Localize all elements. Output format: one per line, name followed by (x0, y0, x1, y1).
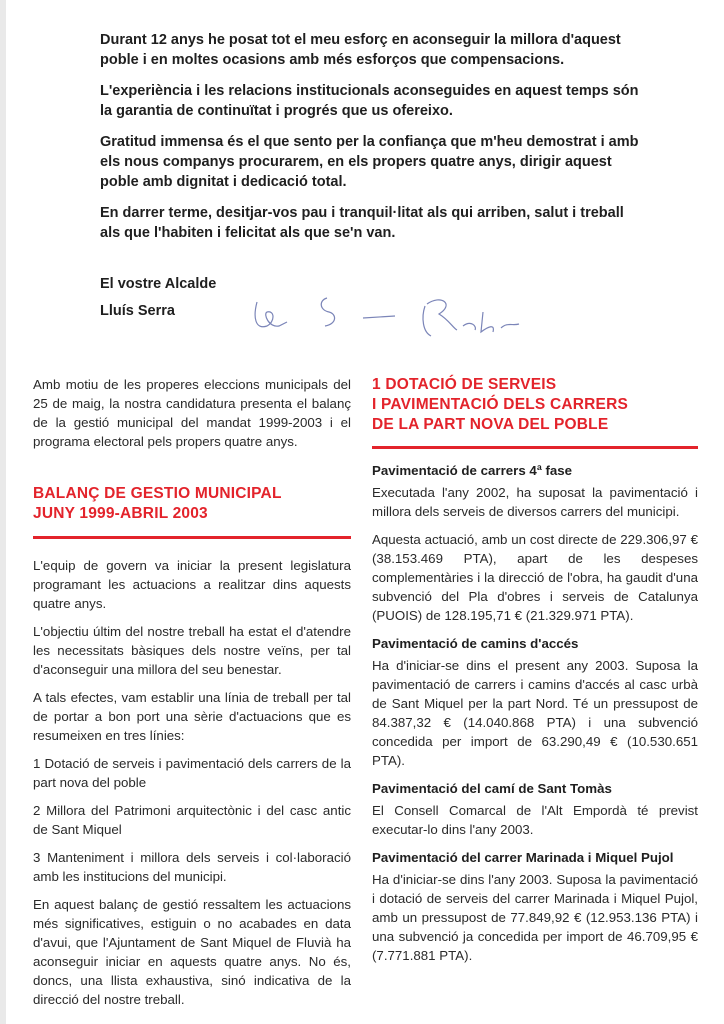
section1-heading-line1: 1 DOTACIÓ DE SERVEIS (372, 376, 557, 393)
letter-paragraph: Gratitud immensa és el que sento per la confiança que m'heu demostrat i amb els nous companys procurarem, en els propers quatre anys, dirigir aquest poble amb dignitat i dedicació total. (100, 134, 639, 190)
signer-name: Lluís Serra (100, 303, 175, 319)
line-item: 3 Manteniment i millora dels serveis i col·laboració amb les institucions del municipi. (33, 850, 351, 884)
balance-heading-line2: JUNY 1999-ABRIL 2003 (33, 505, 208, 522)
body-paragraph: L'objectiu últim del nostre treball ha estat el d'atendre les necessitats bàsiques dels nostre veïns, per tal d'aconseguir una millora del seu benestar. (33, 624, 351, 677)
body-paragraph: Executada l'any 2002, ha suposat la pavimentació i millora dels serveis de diversos carrers del municipi. (372, 485, 698, 519)
heading-underline (372, 446, 698, 449)
body-paragraph: Ha d'iniciar-se dins el present any 2003. Suposa la pavimentació de carrers i camins d'accés al casc urbà de Sant Miquel per la part Nord. Té un pressupost de 84.387,32 € (14.040.868 PTA) i una subvenció concedida per import de 63.290,49 € (10.530.651 PTA). (372, 658, 698, 768)
letter-paragraph: Durant 12 anys he posat tot el meu esforç en aconseguir la millora d'aquest poble i en moltes ocasions amb més esforços que compensacions. (100, 32, 621, 68)
body-paragraph: En aquest balanç de gestió ressaltem les actuacions més significatives, estiguin o no acabades en data d'avui, que l'Ajuntament de Sant Miquel de Fluvià ha aconseguir iniciar en aquests quatre anys. No és, doncs, una llista exhaustiva, sinó indicativa de la direcció del nostre treball. (33, 897, 351, 1007)
body-paragraph: A tals efectes, vam establir una línia de treball per tal de portar a bon port una sèrie d'actuacions que es resumeixen en tres línies: (33, 690, 351, 743)
signoff: El vostre Alcalde (100, 276, 217, 292)
intro-paragraph: Amb motiu de les properes eleccions municipals del 25 de maig, la nostra candidatura presenta el balanç de la gestió municipal del mandat 1999-2003 i el programa electoral pels propers quatre anys. (33, 377, 351, 449)
body-paragraph: El Consell Comarcal de l'Alt Empordà té previst executar-lo dins l'any 2003. (372, 803, 698, 837)
line-item: 1 Dotació de serveis i pavimentació dels carrers de la part nova del poble (33, 756, 351, 790)
subsection-title: Pavimentació de camins d'accés (372, 636, 579, 651)
subsection-title: Pavimentació del carrer Marinada i Miquel Pujol (372, 850, 674, 865)
right-column (372, 375, 698, 974)
subsection-title: Pavimentació de carrers 4ª fase (372, 463, 573, 478)
mayor-letter (100, 30, 640, 254)
balance-heading-line1: BALANÇ DE GESTIO MUNICIPAL (33, 485, 282, 502)
letter-paragraph: En darrer terme, desitjar-vos pau i tranquil·litat als qui arriben, salut i treball als que l'habiten i felicitat als que se'n van. (100, 205, 624, 241)
left-column (33, 375, 351, 1018)
letter-paragraph: L'experiència i les relacions institucionals aconseguides en aquest temps són la garantia de continuïtat i progrés que us ofereixo. (100, 83, 639, 119)
page-edge (0, 0, 6, 1024)
section1-heading-line2: I PAVIMENTACIÓ DELS CARRERS (372, 396, 628, 413)
line-item: 2 Millora del Patrimoni arquitectònic i del casc antic de Sant Miquel (33, 803, 351, 837)
signature-image (245, 282, 545, 352)
section1-heading-line3: DE LA PART NOVA DEL POBLE (372, 416, 609, 433)
body-paragraph: L'equip de govern va iniciar la present legislatura programant les actuacions a realitzar dins aquests quatre anys. (33, 558, 351, 611)
subsection-title: Pavimentació del camí de Sant Tomàs (372, 781, 612, 796)
body-paragraph: Ha d'iniciar-se dins l'any 2003. Suposa la pavimentació i dotació de serveis del carrer Marinada i Miquel Pujol, amb un pressupost de 77.849,92 € (12.953.136 PTA) i una subvenció ja concedida per import de 46.709,95 € (7.771.881 PTA). (372, 872, 698, 963)
heading-underline (33, 536, 351, 539)
body-paragraph: Aquesta actuació, amb un cost directe de 229.306,97 € (38.153.469 PTA), apart de les despeses complementàries i la direcció de l'obra, ha gaudit d'una subvenció del Pla d'obres i serveis de Catalunya (PUOIS) de 128.195,71 € (21.329.971 PTA). (372, 532, 698, 623)
